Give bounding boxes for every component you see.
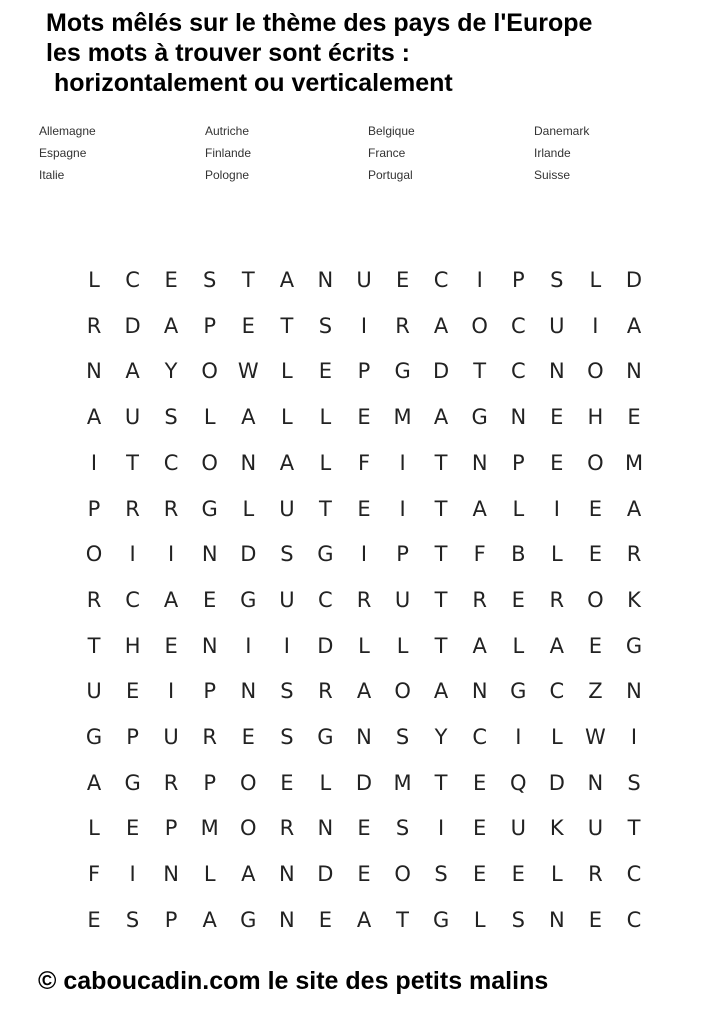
grid-letter[interactable]: R <box>163 770 179 795</box>
grid-letter[interactable]: S <box>395 816 410 841</box>
grid-letter[interactable]: U <box>587 816 604 841</box>
grid-letter[interactable]: G <box>432 907 450 932</box>
grid-letter[interactable]: C <box>125 587 140 612</box>
grid-letter[interactable]: L <box>203 405 216 430</box>
grid-letter[interactable]: I <box>245 633 252 658</box>
grid-letter[interactable]: G <box>201 496 218 521</box>
grid-letter[interactable]: E <box>511 587 525 612</box>
grid-letter[interactable]: A <box>472 633 487 658</box>
grid-letter[interactable]: I <box>630 725 638 749</box>
grid-letter[interactable]: R <box>472 587 487 612</box>
grid-letter[interactable]: M <box>393 770 412 795</box>
grid-letter[interactable]: T <box>434 633 448 658</box>
grid-letter[interactable]: O <box>394 679 411 704</box>
grid-letter[interactable]: C <box>510 359 526 384</box>
grid-letter[interactable]: S <box>280 679 294 704</box>
grid-letter[interactable]: N <box>548 359 565 384</box>
grid-letter[interactable]: M <box>200 816 219 841</box>
grid-letter[interactable]: G <box>625 633 643 658</box>
grid-letter[interactable]: I <box>167 679 175 704</box>
title-line-3: horizontalement ou verticalement <box>54 69 453 97</box>
grid-letter[interactable]: K <box>627 587 641 612</box>
grid-letter[interactable]: S <box>280 542 294 567</box>
grid-letter[interactable]: S <box>125 907 140 932</box>
grid-letter[interactable]: N <box>201 542 218 567</box>
grid-letter[interactable]: N <box>471 450 488 475</box>
grid-letter[interactable]: L <box>512 496 525 521</box>
grid-letter[interactable]: D <box>625 268 643 292</box>
grid-letter[interactable]: O <box>85 542 103 567</box>
grid-letter[interactable]: H <box>124 633 141 658</box>
grid-letter[interactable]: I <box>360 313 368 338</box>
grid-letter[interactable]: E <box>627 405 641 430</box>
grid-letter[interactable]: E <box>588 907 603 932</box>
grid-letter[interactable]: I <box>167 542 175 567</box>
grid-letter[interactable]: E <box>241 313 255 338</box>
grid-letter[interactable]: P <box>203 313 217 338</box>
grid-letter[interactable]: R <box>279 816 295 841</box>
grid-letter[interactable]: N <box>317 816 334 841</box>
word-list-item: Autriche <box>205 124 250 138</box>
grid-letter[interactable]: O <box>587 359 604 384</box>
grid-letter[interactable]: C <box>318 587 333 612</box>
grid-letter[interactable]: N <box>279 862 295 887</box>
grid-letter[interactable]: L <box>319 770 332 795</box>
grid-letter[interactable]: O <box>201 450 218 475</box>
grid-letter[interactable]: Z <box>588 679 603 704</box>
title-line-1: Mots mêlés sur le thème des pays de l'Europe <box>46 9 593 37</box>
grid-letter[interactable]: L <box>550 862 563 887</box>
grid-letter[interactable]: S <box>203 268 217 292</box>
grid-letter[interactable]: A <box>163 313 179 338</box>
grid-letter[interactable]: R <box>626 542 642 567</box>
grid-letter[interactable]: Y <box>164 359 178 384</box>
grid-letter[interactable]: M <box>393 405 412 430</box>
word-list-item: Danemark <box>534 124 590 138</box>
grid-letter[interactable]: L <box>319 405 332 430</box>
grid-letter[interactable]: B <box>511 542 526 567</box>
word-list-item: France <box>368 146 406 160</box>
grid-letter[interactable]: P <box>164 816 178 841</box>
grid-letter[interactable]: N <box>201 633 218 658</box>
grid-letter[interactable]: R <box>318 679 333 704</box>
grid-letter[interactable]: U <box>510 816 526 841</box>
grid-letter[interactable]: I <box>592 313 599 338</box>
grid-letter[interactable]: A <box>626 313 642 338</box>
grid-letter[interactable]: W <box>585 725 606 749</box>
grid-letter[interactable]: N <box>240 679 257 704</box>
grid-letter[interactable]: O <box>471 313 488 338</box>
grid-letter[interactable]: A <box>163 587 179 612</box>
grid-letter[interactable]: A <box>279 450 295 475</box>
grid-letter[interactable]: F <box>357 450 371 475</box>
grid-letter[interactable]: C <box>510 313 526 338</box>
grid-letter[interactable]: I <box>399 450 406 475</box>
grid-letter[interactable]: L <box>358 633 370 658</box>
grid-letter[interactable]: N <box>587 770 604 795</box>
grid-letter[interactable]: L <box>88 816 100 841</box>
grid-letter[interactable]: E <box>318 907 333 932</box>
grid-letter[interactable]: P <box>87 496 101 521</box>
grid-letter[interactable]: A <box>472 496 487 521</box>
grid-letter[interactable]: E <box>473 816 487 841</box>
grid-letter[interactable]: O <box>394 862 411 887</box>
grid-letter[interactable]: I <box>90 450 98 475</box>
grid-letter[interactable]: C <box>163 450 179 475</box>
grid-letter[interactable]: R <box>163 496 179 521</box>
grid-letter[interactable]: T <box>434 770 448 795</box>
grid-letter[interactable]: A <box>202 907 217 932</box>
grid-letter[interactable]: T <box>280 313 294 338</box>
grid-letter[interactable]: R <box>125 496 140 521</box>
grid-letter[interactable]: R <box>549 587 565 612</box>
grid-letter[interactable]: G <box>317 542 334 567</box>
grid-letter[interactable]: T <box>396 907 409 932</box>
grid-letter[interactable]: L <box>550 725 563 749</box>
grid-letter[interactable]: M <box>624 450 644 475</box>
grid-letter[interactable]: C <box>433 268 449 292</box>
grid-letter[interactable]: P <box>164 907 178 932</box>
grid-letter[interactable]: L <box>281 359 293 384</box>
grid-letter[interactable]: A <box>356 679 372 704</box>
grid-letter[interactable]: I <box>360 542 368 567</box>
grid-letter[interactable]: L <box>203 862 216 887</box>
grid-letter[interactable]: D <box>317 862 334 887</box>
grid-letter[interactable]: I <box>399 496 406 521</box>
grid-letter[interactable]: A <box>433 405 449 430</box>
grid-letter[interactable]: S <box>395 725 410 749</box>
grid-letter[interactable]: W <box>237 359 259 384</box>
grid-letter[interactable]: E <box>473 862 487 887</box>
grid-letter[interactable]: E <box>318 359 333 384</box>
grid-letter[interactable]: U <box>86 679 102 704</box>
grid-letter[interactable]: A <box>241 862 256 887</box>
grid-letter[interactable]: U <box>394 587 411 612</box>
grid-letter[interactable]: L <box>512 633 525 658</box>
grid-letter[interactable]: I <box>283 633 290 658</box>
grid-letter[interactable]: G <box>240 587 257 612</box>
grid-letter[interactable]: E <box>357 816 371 841</box>
word-list-item: Allemagne <box>39 124 96 138</box>
grid-letter[interactable]: T <box>126 450 139 475</box>
grid-letter[interactable]: E <box>550 450 564 475</box>
grid-letter[interactable]: E <box>588 633 603 658</box>
grid-letter[interactable]: D <box>317 633 334 658</box>
grid-letter[interactable]: K <box>549 816 564 841</box>
word-list-item: Portugal <box>368 168 413 182</box>
grid-letter[interactable]: Y <box>434 725 448 749</box>
grid-letter[interactable]: A <box>433 313 449 338</box>
grid-letter[interactable]: S <box>550 268 564 292</box>
grid-letter[interactable]: E <box>280 770 294 795</box>
grid-letter[interactable]: P <box>203 770 217 795</box>
grid-letter[interactable]: F <box>473 542 486 567</box>
grid-letter[interactable]: P <box>511 268 525 292</box>
word-list-item: Suisse <box>534 168 571 182</box>
grid-letter[interactable]: T <box>434 496 448 521</box>
grid-letter[interactable]: N <box>240 450 257 475</box>
grid-letter[interactable]: L <box>319 450 332 475</box>
grid-letter[interactable]: R <box>86 587 102 612</box>
grid-letter[interactable]: N <box>510 405 527 430</box>
grid-letter[interactable]: N <box>626 359 642 384</box>
grid-letter[interactable]: I <box>515 725 522 749</box>
grid-letter[interactable]: U <box>549 313 565 338</box>
grid-letter[interactable]: P <box>396 542 409 567</box>
grid-letter[interactable]: C <box>472 725 488 749</box>
grid-letter[interactable]: R <box>86 313 102 338</box>
grid-letter[interactable]: E <box>473 770 487 795</box>
grid-letter[interactable]: E <box>588 496 603 521</box>
grid-letter[interactable]: P <box>126 725 139 749</box>
grid-letter[interactable]: Q <box>510 770 527 795</box>
grid-letter[interactable]: L <box>550 542 563 567</box>
grid-letter[interactable]: N <box>548 907 565 932</box>
word-list-item: Espagne <box>39 146 87 160</box>
grid-letter[interactable]: E <box>588 542 603 567</box>
grid-letter[interactable]: D <box>124 313 141 338</box>
grid-letter[interactable]: N <box>163 862 179 887</box>
grid-letter[interactable]: G <box>394 359 411 384</box>
grid-letter[interactable]: A <box>549 633 564 658</box>
grid-letter[interactable]: E <box>164 633 178 658</box>
grid-letter[interactable]: O <box>240 816 257 841</box>
grid-letter[interactable]: N <box>279 907 295 932</box>
grid-letter[interactable]: N <box>317 268 334 292</box>
grid-letter[interactable]: T <box>434 587 448 612</box>
grid-letter[interactable]: S <box>511 907 525 932</box>
grid-letter[interactable]: A <box>626 496 642 521</box>
grid-letter[interactable]: G <box>85 725 103 749</box>
grid-letter[interactable]: P <box>511 450 525 475</box>
grid-letter[interactable]: D <box>433 359 450 384</box>
grid-letter[interactable]: T <box>87 633 101 658</box>
grid-letter[interactable]: S <box>627 770 641 795</box>
grid-letter[interactable]: E <box>357 862 371 887</box>
grid-letter[interactable]: R <box>202 725 217 749</box>
grid-letter[interactable]: C <box>626 907 642 932</box>
grid-letter[interactable]: T <box>627 816 641 841</box>
grid-letter[interactable]: I <box>476 268 483 292</box>
grid-letter[interactable]: T <box>241 268 255 292</box>
grid-letter[interactable]: T <box>434 542 448 567</box>
grid-letter[interactable]: T <box>434 450 448 475</box>
grid-letter[interactable]: U <box>124 405 141 430</box>
word-list-item: Italie <box>39 168 65 182</box>
grid-letter[interactable]: C <box>549 679 565 704</box>
grid-letter[interactable]: A <box>86 770 102 795</box>
grid-letter[interactable]: A <box>241 405 256 430</box>
grid-letter[interactable]: N <box>86 359 102 384</box>
grid-letter[interactable]: E <box>511 862 525 887</box>
grid-letter[interactable]: F <box>87 862 101 887</box>
grid-letter[interactable]: I <box>553 496 560 521</box>
grid-letter[interactable]: O <box>240 770 257 795</box>
grid-letter[interactable]: S <box>434 862 448 887</box>
grid-letter[interactable]: G <box>471 405 488 430</box>
grid-letter[interactable]: E <box>357 405 371 430</box>
grid-letter[interactable]: O <box>587 587 604 612</box>
grid-letter[interactable]: N <box>356 725 372 749</box>
grid-letter[interactable]: A <box>86 405 102 430</box>
grid-letter[interactable]: E <box>125 679 140 704</box>
grid-letter[interactable]: G <box>510 679 527 704</box>
grid-letter[interactable]: E <box>125 816 140 841</box>
footer-credit: © caboucadin.com le site des petits malins <box>38 967 549 995</box>
grid-letter[interactable]: O <box>201 359 218 384</box>
grid-letter[interactable]: E <box>164 268 178 292</box>
grid-letter[interactable]: P <box>357 359 371 384</box>
grid-letter[interactable]: S <box>164 405 178 430</box>
grid-letter[interactable]: E <box>87 907 101 932</box>
word-list-item: Pologne <box>205 168 250 182</box>
grid-letter[interactable]: A <box>356 907 372 932</box>
grid-letter[interactable]: E <box>550 405 564 430</box>
grid-letter[interactable]: L <box>396 633 409 658</box>
grid-letter[interactable]: G <box>240 907 257 932</box>
grid-letter[interactable]: L <box>473 907 486 932</box>
grid-letter[interactable]: P <box>203 679 217 704</box>
grid-letter[interactable]: C <box>626 862 642 887</box>
grid-letter[interactable]: U <box>279 587 295 612</box>
grid-letter[interactable]: O <box>587 450 604 475</box>
grid-letter[interactable]: R <box>395 313 410 338</box>
grid-letter[interactable]: T <box>318 496 332 521</box>
grid-letter[interactable]: N <box>471 679 488 704</box>
grid-letter[interactable]: A <box>279 268 295 292</box>
grid-letter[interactable]: I <box>129 542 136 567</box>
grid-letter[interactable]: E <box>241 725 255 749</box>
grid-letter[interactable]: R <box>588 862 603 887</box>
word-list-item: Belgique <box>368 124 415 138</box>
grid-letter[interactable]: G <box>124 770 141 795</box>
grid-letter[interactable]: L <box>589 268 602 292</box>
grid-letter[interactable]: S <box>318 313 333 338</box>
grid-letter[interactable]: E <box>395 268 410 292</box>
grid-letter[interactable]: I <box>437 816 445 841</box>
grid-letter[interactable]: I <box>129 862 136 887</box>
grid-letter[interactable]: A <box>433 679 449 704</box>
title-line-2: les mots à trouver sont écrits : <box>46 39 411 67</box>
grid-letter[interactable]: A <box>125 359 140 384</box>
grid-letter[interactable]: L <box>88 268 100 292</box>
grid-letter[interactable]: H <box>587 405 604 430</box>
grid-letter[interactable]: U <box>163 725 179 749</box>
grid-letter[interactable]: E <box>203 587 217 612</box>
grid-letter[interactable]: G <box>317 725 334 749</box>
grid-letter[interactable]: S <box>280 725 294 749</box>
word-list-item: Irlande <box>534 146 571 160</box>
grid-letter[interactable]: D <box>240 542 257 567</box>
grid-letter[interactable]: L <box>242 496 255 521</box>
grid-letter[interactable]: E <box>357 496 371 521</box>
grid-letter[interactable]: T <box>473 359 487 384</box>
grid-letter[interactable]: D <box>548 770 565 795</box>
grid-letter[interactable]: N <box>626 679 642 704</box>
grid-letter[interactable]: C <box>125 268 140 292</box>
word-list-item: Finlande <box>205 146 252 160</box>
grid-letter[interactable]: R <box>356 587 372 612</box>
grid-letter[interactable]: U <box>356 268 372 292</box>
grid-letter[interactable]: U <box>279 496 295 521</box>
grid-letter[interactable]: D <box>355 770 373 795</box>
grid-letter[interactable]: L <box>281 405 293 430</box>
